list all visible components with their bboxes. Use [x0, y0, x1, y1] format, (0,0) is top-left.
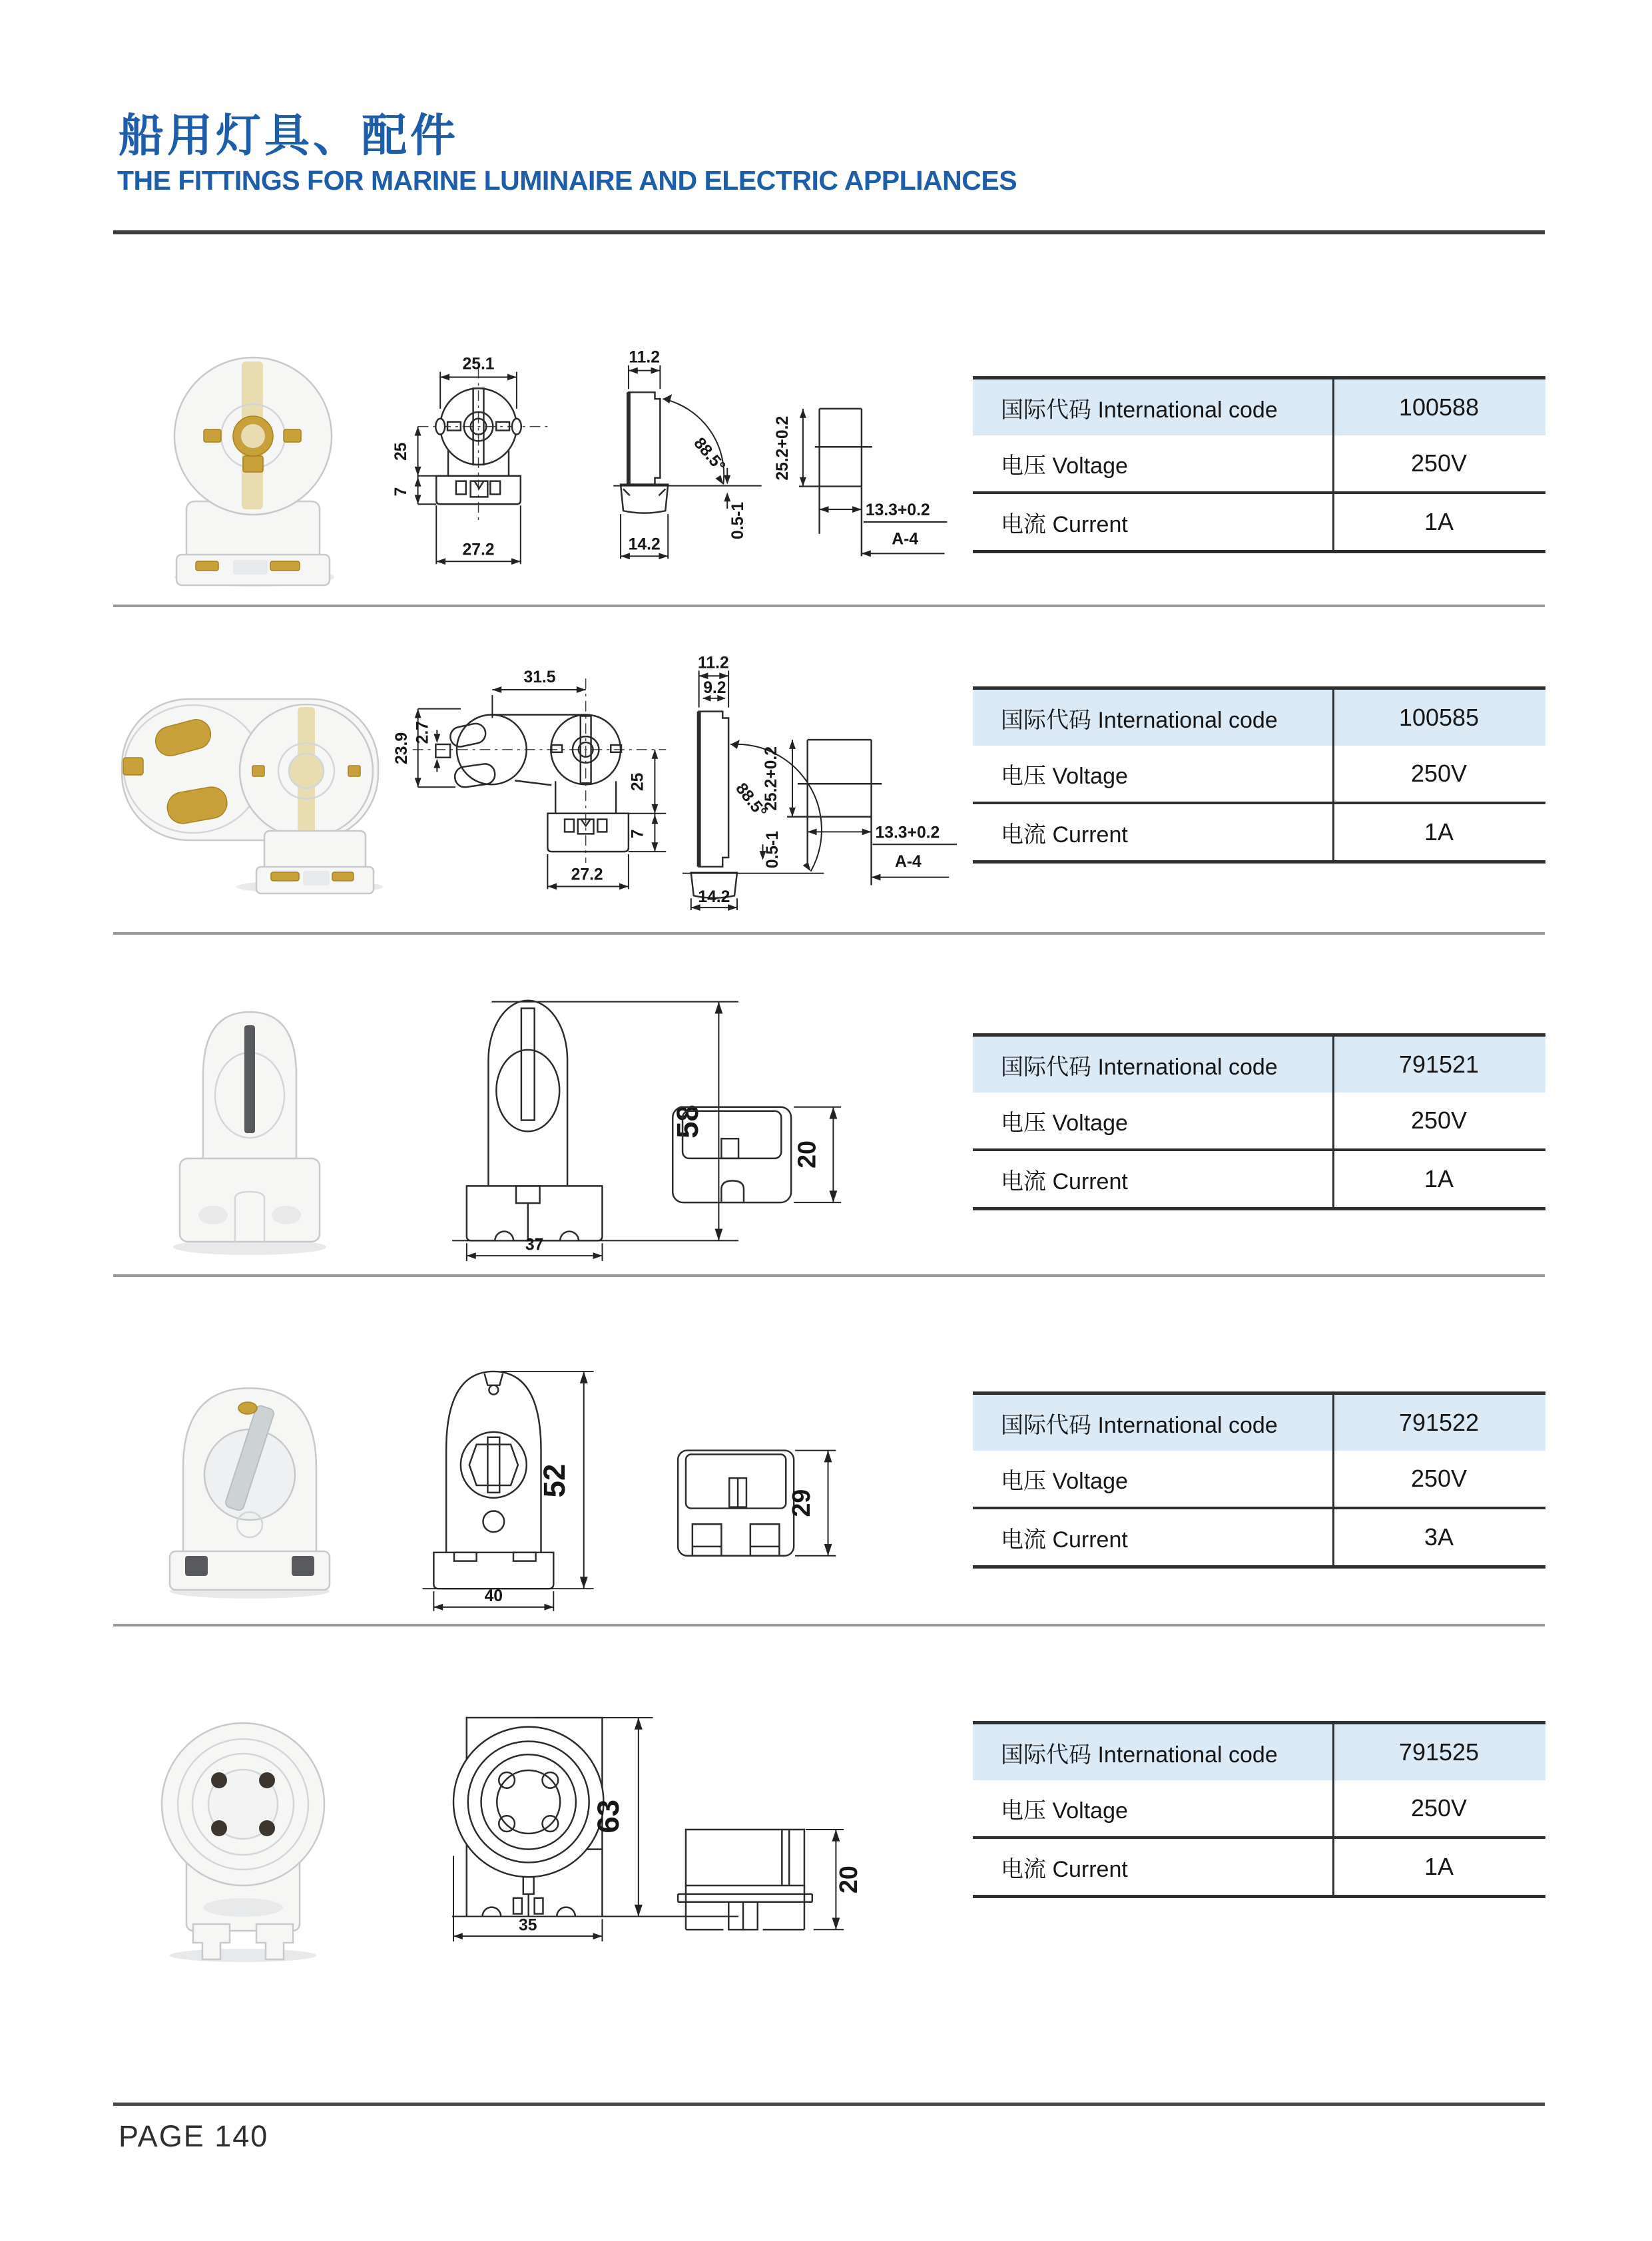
current-value: 3A [1424, 1523, 1454, 1551]
dim-label: 25 [629, 772, 647, 792]
code-label: 国际代码 International code [1001, 707, 1278, 733]
voltage-value: 250V [1410, 449, 1468, 477]
code-label: 国际代码 International code [1001, 1412, 1278, 1438]
code-value: 100585 [1398, 704, 1480, 731]
voltage-label: 电压 Voltage [1001, 763, 1128, 789]
product-photo-4 [146, 1368, 353, 1605]
table-row-current [973, 1507, 1545, 1565]
table-row-voltage [973, 746, 1545, 802]
product-photo-1 [140, 343, 366, 593]
table-row-code [973, 1724, 1545, 1780]
table-row-voltage [973, 435, 1545, 491]
voltage-label: 电压 Voltage [1001, 1798, 1128, 1824]
spec-table-4 [973, 1391, 1545, 1569]
code-value: 100588 [1398, 393, 1480, 421]
technical-drawing-3 [396, 982, 975, 1268]
dim-label: 25 [393, 442, 410, 461]
current-label: 电流 Current [1001, 1168, 1128, 1194]
dim-label: 7 [629, 829, 647, 839]
table-row-voltage [973, 1093, 1545, 1148]
dim-label: 25.1 [462, 355, 495, 374]
product-photo-3 [150, 995, 350, 1262]
section-divider-1 [113, 605, 1545, 607]
dim-label: 0.5-1 [728, 501, 747, 540]
table-row-code [973, 379, 1545, 435]
footer-divider [113, 2103, 1545, 2106]
code-value: 791522 [1398, 1409, 1480, 1436]
current-value: 1A [1424, 1853, 1454, 1880]
table-row-code [973, 690, 1545, 746]
code-label: 国际代码 International code [1001, 1742, 1278, 1768]
voltage-label: 电压 Voltage [1001, 1110, 1128, 1136]
table-row-code [973, 1037, 1545, 1093]
dim-label: 27.2 [571, 866, 603, 884]
dim-label: 14.2 [698, 888, 730, 907]
table-column-divider [1332, 379, 1334, 550]
code-label: 国际代码 International code [1001, 397, 1278, 423]
dim-label: 11.2 [629, 348, 661, 367]
dim-label: 27.2 [462, 541, 495, 559]
page-number: PAGE 140 [119, 2119, 269, 2153]
dim-label: 14.2 [628, 535, 661, 554]
table-row-code [973, 1395, 1545, 1451]
dim-label: 88.5° [690, 434, 729, 476]
code-value: 791525 [1398, 1738, 1480, 1766]
table-column-divider [1332, 1395, 1334, 1565]
dim-label: 31.5 [523, 668, 556, 687]
code-value: 791521 [1398, 1051, 1480, 1078]
dim-label: 35 [518, 1916, 537, 1935]
technical-drawing-1 [393, 330, 972, 597]
current-value: 1A [1424, 1165, 1454, 1192]
spec-table-3 [973, 1033, 1545, 1210]
dim-label: 40 [484, 1587, 503, 1605]
dim-label: 63 [591, 1799, 626, 1834]
dim-label: 0.5-1 [764, 830, 782, 869]
dim-label: 23.9 [392, 732, 411, 764]
voltage-value: 250V [1410, 1107, 1468, 1134]
voltage-value: 250V [1410, 1794, 1468, 1822]
current-value: 1A [1424, 508, 1454, 535]
dim-label: 7 [393, 487, 410, 497]
table-row-voltage [973, 1780, 1545, 1836]
dim-label: 2.7 [413, 721, 432, 744]
code-label: 国际代码 International code [1001, 1054, 1278, 1080]
dim-label: 9.2 [703, 678, 726, 697]
current-label: 电流 Current [1001, 511, 1128, 537]
dim-label: A-4 [892, 530, 919, 549]
table-row-current [973, 491, 1545, 550]
page-subtitle: THE FITTINGS FOR MARINE LUMINAIRE AND ELECTRIC APPLIANCES [117, 165, 1017, 196]
current-label: 电流 Current [1001, 1527, 1128, 1553]
header-divider [113, 230, 1545, 234]
technical-drawing-2 [390, 632, 969, 915]
product-photo-2 [103, 659, 390, 899]
technical-drawing-4 [396, 1352, 975, 1618]
dim-label: 11.2 [698, 654, 729, 672]
table-row-voltage [973, 1451, 1545, 1507]
dim-label: 37 [525, 1236, 544, 1254]
table-row-current [973, 1148, 1545, 1207]
spec-table-2 [973, 686, 1545, 864]
spec-table-5 [973, 1721, 1545, 1898]
section-divider-2 [113, 932, 1545, 935]
table-column-divider [1332, 1724, 1334, 1895]
technical-drawing-5 [396, 1698, 975, 1965]
voltage-label: 电压 Voltage [1001, 453, 1128, 479]
current-value: 1A [1424, 818, 1454, 846]
voltage-label: 电压 Voltage [1001, 1468, 1128, 1494]
dim-label: 13.3+0.2 [875, 824, 940, 842]
product-photo-5 [143, 1708, 350, 1967]
voltage-value: 250V [1410, 760, 1468, 787]
dim-label: A-4 [895, 852, 922, 871]
table-row-current [973, 802, 1545, 860]
current-label: 电流 Current [1001, 1856, 1128, 1882]
dim-label: 52 [537, 1463, 572, 1498]
section-divider-4 [113, 1624, 1545, 1626]
spec-table-1 [973, 376, 1545, 553]
dim-label: 29 [786, 1489, 815, 1517]
current-label: 电流 Current [1001, 822, 1128, 848]
table-column-divider [1332, 1037, 1334, 1207]
voltage-value: 250V [1410, 1465, 1468, 1492]
dim-label: 20 [792, 1140, 821, 1168]
dim-label: 20 [834, 1866, 863, 1894]
table-row-current [973, 1836, 1545, 1895]
dim-label: 25.2+0.2 [762, 746, 781, 811]
section-divider-3 [113, 1274, 1545, 1277]
page-title: 船用灯具、配件 [119, 111, 459, 161]
table-column-divider [1332, 690, 1334, 860]
dim-label: 13.3+0.2 [865, 501, 930, 520]
dim-label: 88.5° [732, 780, 770, 822]
dim-label: 25.2+0.2 [774, 415, 792, 481]
dim-label: 58 [670, 1105, 704, 1138]
